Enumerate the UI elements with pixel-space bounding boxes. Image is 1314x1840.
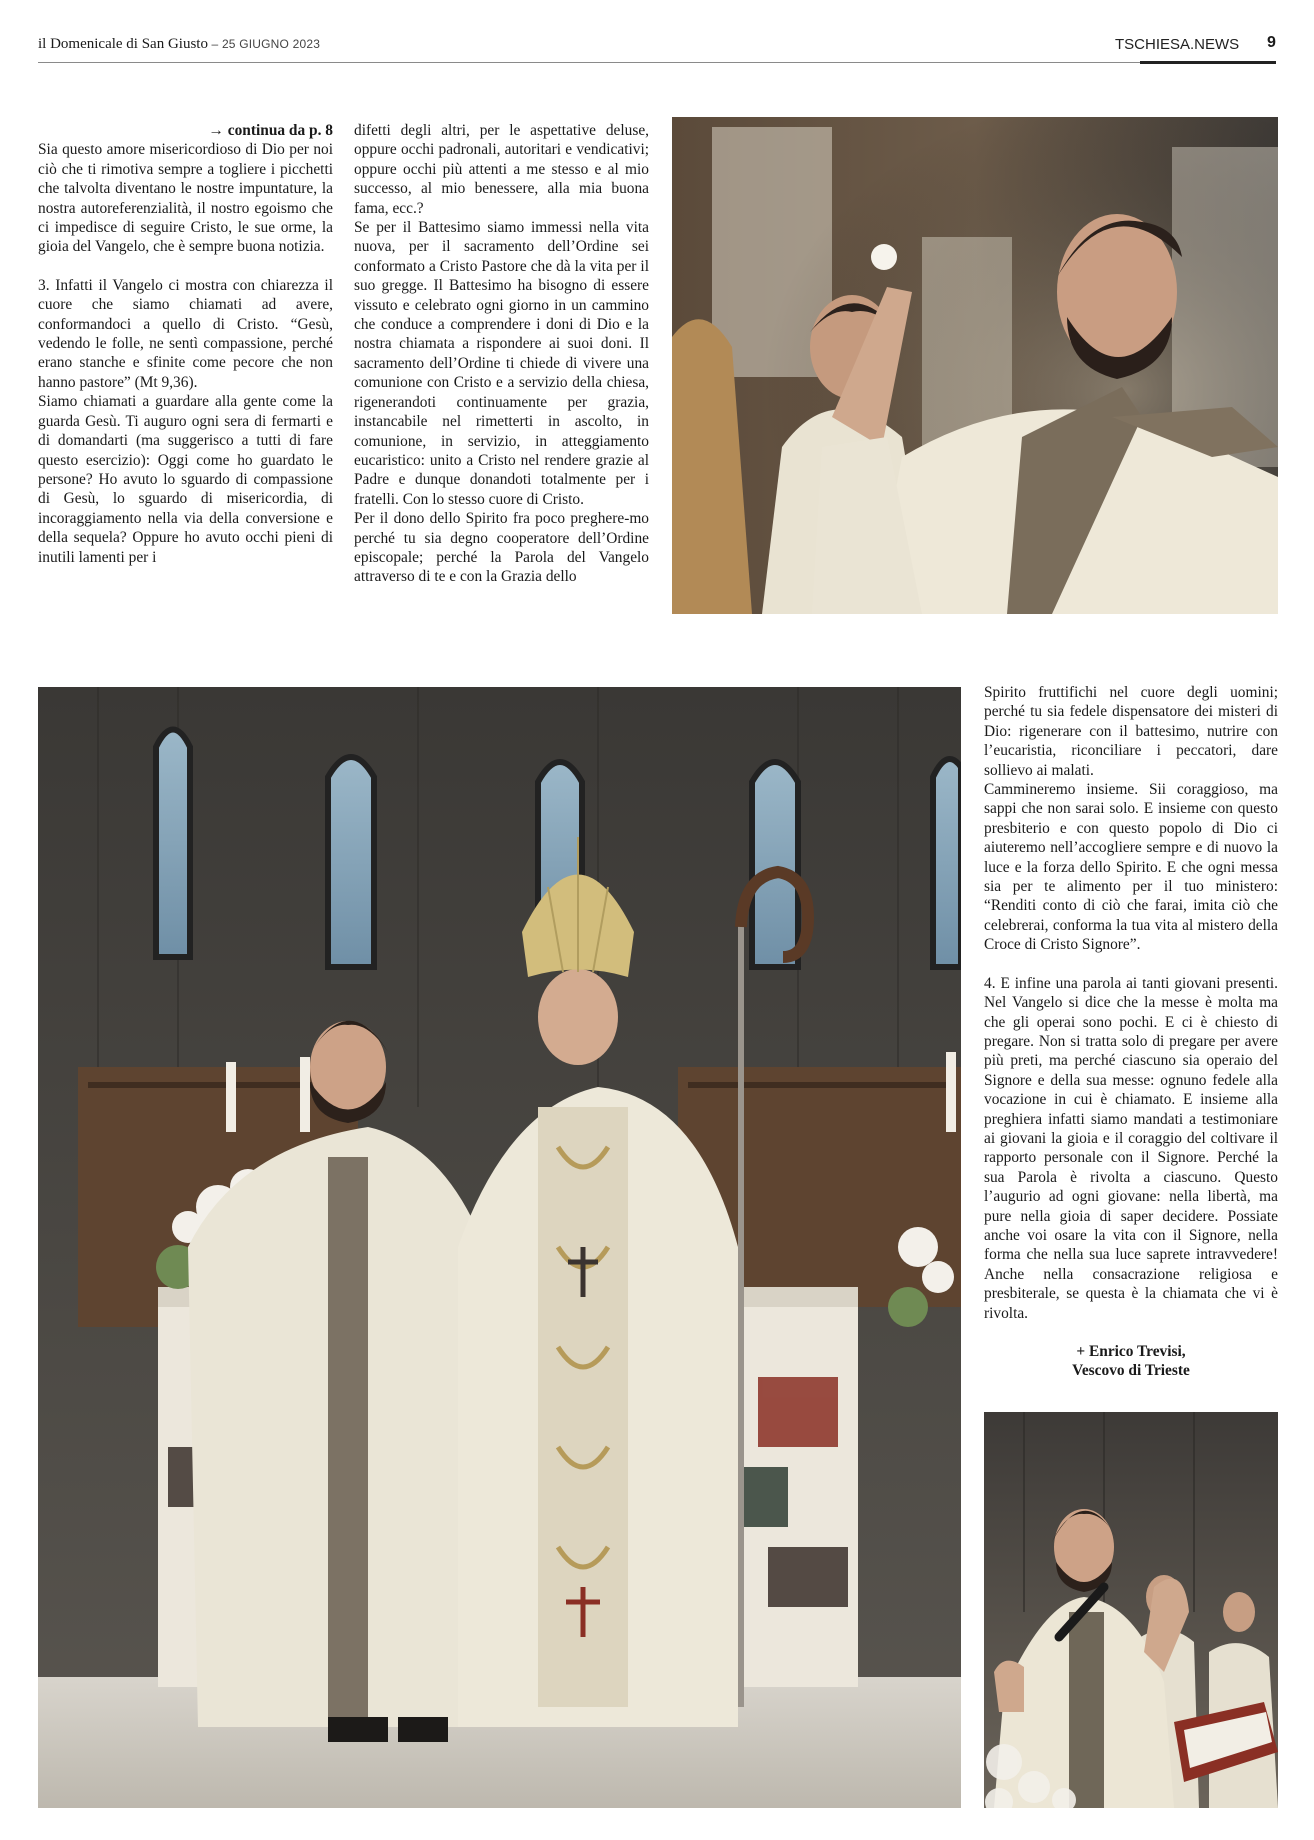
issue-date: 25 GIUGNO 2023 <box>221 37 321 51</box>
article-column-3 <box>984 683 1278 1381</box>
photo-priest-microphone <box>984 1412 1278 1808</box>
photo-priest-microphone-image <box>984 1412 1278 1808</box>
paragraph: Spirito fruttifichi nel cuore degli uomini; perché tu sia fedele dispensatore dei misteri di Dio: rigenerare con il battesimo, nutrire con l’eucaristia, riconciliare i peccatori, dare sollievo ai malati. <box>984 684 1278 779</box>
photo-priest-and-bishop-image <box>38 687 961 1808</box>
paragraph: 3. Infatti il Vangelo ci mostra con chiarezza il cuore che siamo chiamati ad avere, conformandoci a quello di Cristo. “Gesù, vedendo le folle, ne sentì compassione, perché erano stanche e sfinite come pecore che non hanno pastore” (Mt 9,36). <box>38 276 333 391</box>
author-title: Vescovo di Trieste <box>1072 1362 1190 1380</box>
page-number: 9 <box>1267 34 1276 51</box>
photo-priest-and-bishop <box>38 687 961 1808</box>
photo-elevation-host <box>672 117 1278 614</box>
continued-from: → continua da p. 8 <box>208 122 333 139</box>
paragraph: Cammineremo insieme. Sii coraggioso, ma sappi che non sarai solo. E insieme con questo presbiterio e con questo popolo di Dio ci aiuteremo nell’accogliere sempre e di nuovo la luce e la forza dello Spirito. E che ogni messa sia per te alimento per il tuo ministero: “Renditi conto di ciò che farai, imita ciò che celebrerai, conforma la tua vita al mistero della Croce di Cristo Signore”. <box>984 781 1278 954</box>
article-column-1 <box>38 121 333 567</box>
running-header-left <box>38 36 320 53</box>
photo-elevation-host-image <box>672 117 1278 614</box>
author-signature <box>984 1342 1278 1381</box>
paragraph: difetti degli altri, per le aspettative deluse, oppure occhi padronali, autoritari e vendicativi; oppure occhi più attenti a me stesso e al mio successo, al mio benessere, alla mia buona fama, ecc.? <box>354 122 649 217</box>
header-rule-accent <box>1140 61 1276 64</box>
site-name: TSCHIESA.NEWS <box>1115 36 1240 53</box>
paragraph: 4. E infine una parola ai tanti giovani presenti. Nel Vangelo si dice che la messe è molta ma che gli operai sono pochi. E ci è chiesto di pregare. Non si tratta solo di pregare per avere più preti, ma perché ciascuno sia operaio del Signore e della sua messe: ognuno fedele alla vocazione in cui è chiamato. E insieme alla preghiera infatti siamo mandati a testimoniare ai giovani la gioia e il coraggio del coltivare il rapporto personale con il Signore. Perché la sua Parola è rivolta a ciascuno. Questo l’augurio ad ogni giovane: nella libertà, ma pure nella gioia di saper decidere. Possiate anche voi osare la vita con il Signore, nella forma che nella sua luce saprete intravvedere! Anche nella consacrazione religiosa e presbiterale, se questa è la chiamata che vi è rivolta. <box>984 974 1278 1322</box>
author-name: + Enrico Trevisi, <box>1076 1343 1186 1360</box>
header-rule <box>38 62 1276 63</box>
header-separator: – <box>207 37 222 51</box>
paragraph: Se per il Battesimo siamo immessi nella vita nuova, per il sacramento dell’Ordine sei conformato a Cristo Pastore che dà la vita per il suo gregge. Il Battesimo ha bisogno di essere vissuto e celebrato ogni giorno in un cammino che conduce a comprendere i doni di Dio e la nostra chiamata a rispondere ai suoi doni. Il sacramento dell’Ordine ti chiede di vivere una comunione con Cristo e a servizio della chiesa, rigenerandoti continuamente per grazia, instancabile nel rimetterti in ascolto, in comunione, in servizio, in atteggiamento eucaristico: unito a Cristo nel rendere grazie al Padre e dunque donandoti totalmente per i fratelli. Con lo stesso cuore di Cristo. <box>354 219 649 508</box>
paragraph: Siamo chiamati a guardare alla gente come la guarda Gesù. Ti auguro ogni sera di fermarti e di domandarti (ma suggerisco a tutti di fare questo esercizio): Oggi come ho guardato le persone? Ho avuto lo sguardo di compassione di Gesù, lo sguardo di misericordia, di incoraggiamento nella via della conversione e della sequela? Oppure ho avuto occhi pieni di inutili lamenti per i <box>38 393 333 566</box>
paragraph: Per il dono dello Spirito fra poco preghere-mo perché tu sia degno cooperatore dell’Ordine episcopale; perché la Parola del Vangelo attraverso di te e con la Grazia dello <box>354 510 649 586</box>
publication-name: il Domenicale di San Giusto <box>38 36 208 52</box>
paragraph: Sia questo amore misericordioso di Dio per noi ciò che ti rimotiva sempre a togliere i picchetti che talvolta diventano le nostre impuntature, la nostra autoreferenzialità, il nostro egoismo che ci impedisce di seguire Cristo, le sue orme, la gioia del Vangelo, che è sempre buona notizia. <box>38 141 333 256</box>
article-column-2 <box>354 121 649 587</box>
